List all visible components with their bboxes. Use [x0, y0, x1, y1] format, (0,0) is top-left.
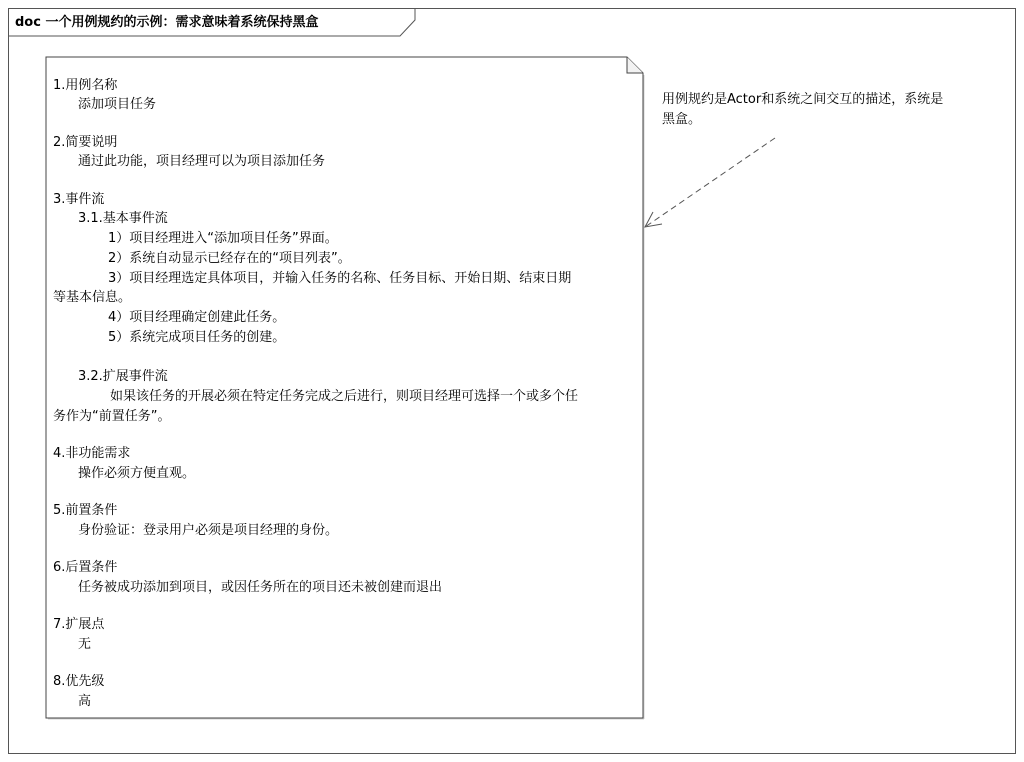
section-priority-value: 高	[78, 694, 92, 709]
ext-flow-line: 如果该任务的开展必须在特定任务完成之后进行，则项目经理可选择一个或多个任	[110, 389, 579, 404]
basic-step: 2）系统自动显示已经存在的“项目列表”。	[108, 251, 351, 266]
basic-step: 3）项目经理选定具体项目，并输入任务的名称、任务目标、开始日期、结束日期	[108, 271, 572, 286]
section-flow-title: 3.事件流	[53, 192, 105, 207]
section-pre-value: 身份验证：登录用户必须是项目经理的身份。	[78, 523, 339, 538]
section-nonfunc-title: 4.非功能需求	[53, 446, 131, 461]
section-priority-title: 8.优先级	[53, 674, 105, 689]
section-extpoint-value: 无	[78, 637, 92, 652]
frame-title: doc 一个用例规约的示例：需求意味着系统保持黑盒	[15, 15, 319, 30]
section-post-value: 任务被成功添加到项目，或因任务所在的项目还未被创建而退出	[78, 580, 443, 595]
basic-step: 4）项目经理确定创建此任务。	[108, 310, 286, 325]
section-nonfunc-value: 操作必须方便直观。	[78, 466, 196, 481]
ext-flow-line: 务作为“前置任务”。	[53, 409, 171, 424]
section-name-title: 1.用例名称	[53, 78, 118, 93]
comment-line: 用例规约是Actor和系统之间交互的描述，系统是	[662, 92, 944, 107]
section-brief-title: 2.简要说明	[53, 135, 118, 150]
comment-text[interactable]	[662, 90, 982, 130]
section-pre-title: 5.前置条件	[53, 503, 118, 518]
basic-step: 5）系统完成项目任务的创建。	[108, 330, 286, 345]
basic-flow-title: 3.1.基本事件流	[78, 211, 168, 226]
basic-step-continuation: 等基本信息。	[53, 290, 132, 305]
section-name-value: 添加项目任务	[78, 97, 157, 112]
basic-step: 1）项目经理进入“添加项目任务”界面。	[108, 231, 338, 246]
section-extpoint-title: 7.扩展点	[53, 617, 105, 632]
section-post-title: 6.后置条件	[53, 560, 118, 575]
comment-line: 黑盒。	[662, 112, 702, 127]
ext-flow-title: 3.2.扩展事件流	[78, 369, 168, 384]
section-brief-value: 通过此功能，项目经理可以为项目添加任务	[78, 154, 326, 169]
